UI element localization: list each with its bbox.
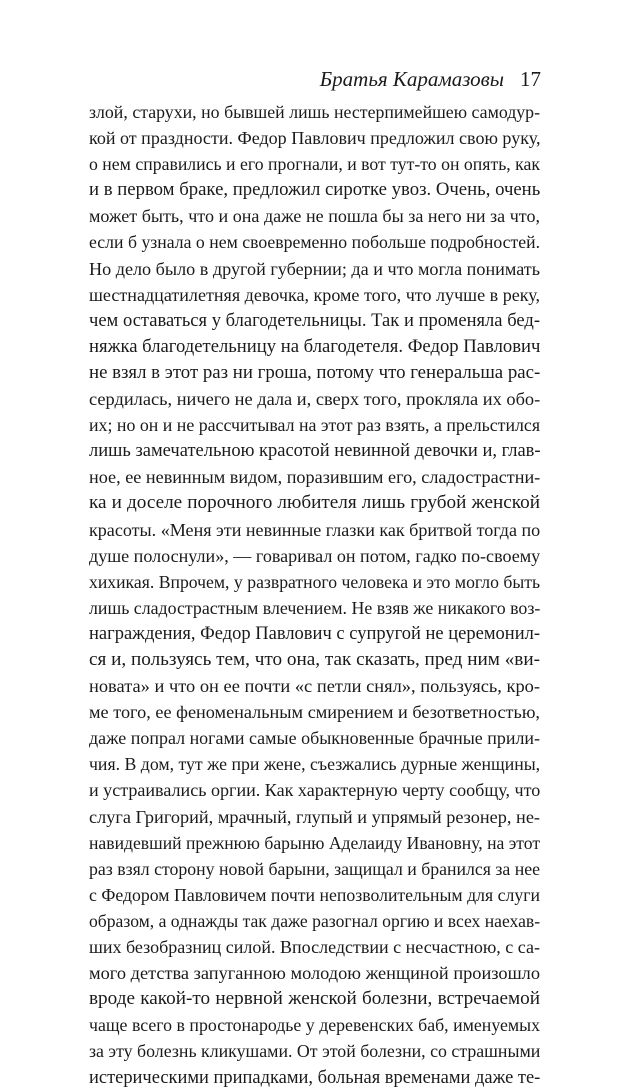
text-line: новата» и что он ее почти «с петли снял», пользуясь, кро- <box>89 676 540 697</box>
text-line: ся и, пользуясь тем, что она, так сказать, пред ним «ви- <box>89 648 541 670</box>
text-line: ное, ее невинным видом, поразившим его, сладострастни- <box>89 467 541 488</box>
text-line: и в первом браке, предложил сиротке увоз. Очень, очень <box>89 179 541 201</box>
text-line: злой, старухи, но бывшей лишь нестерпимейшею самодур- <box>89 102 540 122</box>
page-number: 17 <box>520 67 541 91</box>
text-line: даже попрал ногами самые обыкновенные брачные прили- <box>89 728 540 749</box>
text-line: красоты. «Меня эти невинные глазки как бритвой тогда по <box>89 519 541 540</box>
text-line: и устраивались оргии. Как характерную черту сообщу, что <box>89 780 541 801</box>
text-line: хихикая. Впрочем, у развратного человека и это могло быть <box>89 571 540 592</box>
text-line: если б узнала о нем своевременно побольше подробностей. <box>89 232 540 253</box>
text-line: вроде какой-то нервной женской болезни, встречаемой <box>89 988 540 1010</box>
text-line: кой от праздности. Федор Павлович предложил свою руку, <box>89 128 541 149</box>
text-line: их; но он и не рассчитывал на этот раз взять, а прельстился <box>89 415 541 436</box>
body-text <box>89 99 540 1091</box>
running-head-title: Братья Карамазовы <box>319 67 504 91</box>
text-line: сердилась, ничего не дала и, сверх того, прокляла их обо- <box>89 389 541 410</box>
text-line: за эту болезнь кликушами. От этой болезни, со страшными <box>89 1041 541 1062</box>
text-line: лишь замечательною красотой невинной девочки и, глав- <box>89 441 541 462</box>
text-line: няжка благодетельницу на благодетеля. Федор Павлович <box>89 335 541 357</box>
text-line: не взял в этот раз ни гроша, потому что генеральша рас- <box>89 361 541 383</box>
text-line: мого детства запуганною молодою женщиной произошло <box>89 963 540 984</box>
text-line: с Федором Павловичем почти непозволительным для слуги <box>89 884 540 905</box>
text-line: чем оставаться у благодетельницы. Так и променяла бед- <box>89 309 540 331</box>
text-line: раз взял сторону новой барыни, защищал и бранился за нее <box>89 858 541 879</box>
text-line: слуга Григорий, мрачный, глупый и упрямый резонер, не- <box>89 806 540 827</box>
text-line: истерическими припадками, больная временами даже те- <box>89 1067 541 1088</box>
text-line: ме того, ее феноменальным смирением и безответностью, <box>89 702 540 723</box>
text-line: ка и доселе порочного любителя лишь грубой женской <box>89 492 540 514</box>
text-line: ших безобразниц силой. Впоследствии с несчастною, с са- <box>89 937 540 957</box>
text-line: душе полоснули», — говаривал он потом, гадко по-своему <box>89 545 541 566</box>
text-line: навидевший прежнюю барыню Аделаиду Ивановну, на этот <box>89 832 541 853</box>
text-line: Но дело было в другой губернии; да и что могла понимать <box>89 258 540 279</box>
text-line: чаще всего в простонародье у деревенских баб, именуемых <box>89 1015 540 1036</box>
text-line: награждения, Федор Павлович с супругой не церемонил- <box>89 623 540 644</box>
text-line: образом, а однажды так даже разогнал оргию и всех наехав- <box>89 910 541 931</box>
text-line: лишь сладострастным влечением. Не взяв же никакого воз- <box>89 597 541 618</box>
text-line: о нем справились и его прогнали, и вот тут-то он опять, как <box>89 154 540 175</box>
running-head <box>320 66 541 92</box>
text-line: может быть, что и она даже не пошла бы за него ни за что, <box>89 206 540 227</box>
text-line: чия. В дом, тут же при жене, съезжались дурные женщины, <box>89 754 541 775</box>
text-line: шестнадцатилетняя девочка, кроме того, что лучше в реку, <box>89 284 540 305</box>
